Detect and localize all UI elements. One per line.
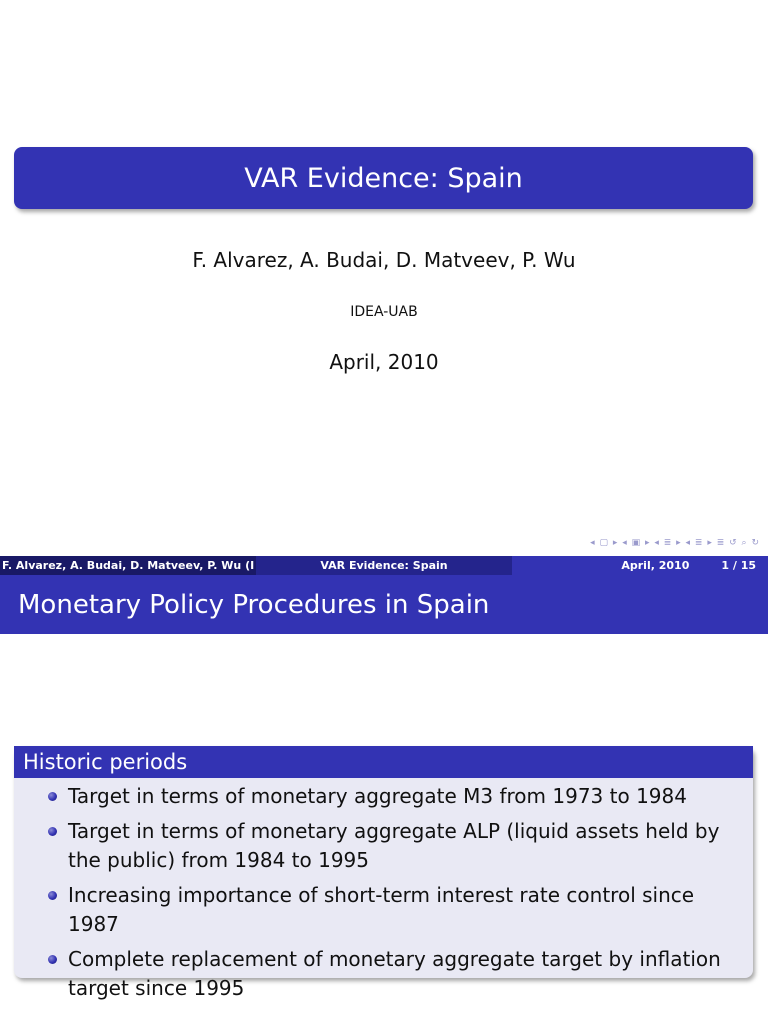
footline-date: April, 2010 [621, 559, 690, 572]
nav-subsection-icon[interactable]: ◂ ▣ ▸ [622, 538, 651, 548]
nav-section-icon[interactable]: ◂ ≣ ▸ [654, 538, 682, 548]
navigation-controls[interactable] [590, 538, 760, 548]
footline-title: VAR Evidence: Spain [256, 556, 512, 575]
list-item-text: Target in terms of monetary aggregate ALP (liquid assets held by the public) from 1984 to 1995 [68, 819, 720, 872]
list-item [46, 945, 743, 1003]
footline-date-page [512, 556, 768, 575]
institute: IDEA-UAB [350, 304, 418, 320]
search-icon[interactable]: ↺ ⌕ ↻ [729, 538, 760, 548]
nav-appendix-icon[interactable]: ≣ [716, 538, 726, 548]
bullet-icon [48, 891, 57, 900]
frame-title: Monetary Policy Procedures in Spain [18, 589, 490, 620]
list-item [46, 817, 743, 875]
nav-document-icon[interactable]: ◂ ≣ ▸ [685, 538, 713, 548]
bullet-icon [48, 792, 57, 801]
title-slide-banner [14, 147, 753, 209]
page-number: 1 / 15 [721, 559, 756, 572]
bullet-list [14, 778, 753, 1003]
footline-authors: F. Alvarez, A. Budai, D. Matveev, P. Wu (I [0, 556, 256, 575]
list-item-text: Complete replacement of monetary aggregate target by inflation target since 1995 [68, 947, 721, 1000]
frame-title-bar [0, 575, 768, 634]
list-item-text: Target in terms of monetary aggregate M3 from 1973 to 1984 [68, 784, 687, 808]
bullet-icon [48, 827, 57, 836]
footline [0, 556, 768, 575]
content-block [14, 746, 753, 1000]
list-item [46, 881, 743, 939]
presentation-date: April, 2010 [329, 350, 439, 374]
nav-frame-icon[interactable]: ◂ ▢ ▸ [590, 538, 619, 548]
author-list: F. Alvarez, A. Budai, D. Matveev, P. Wu [192, 248, 576, 272]
block-title: Historic periods [14, 746, 753, 778]
bullet-icon [48, 955, 57, 964]
presentation-title: VAR Evidence: Spain [244, 162, 523, 194]
list-item-text: Increasing importance of short-term interest rate control since 1987 [68, 883, 695, 936]
list-item [46, 782, 743, 811]
